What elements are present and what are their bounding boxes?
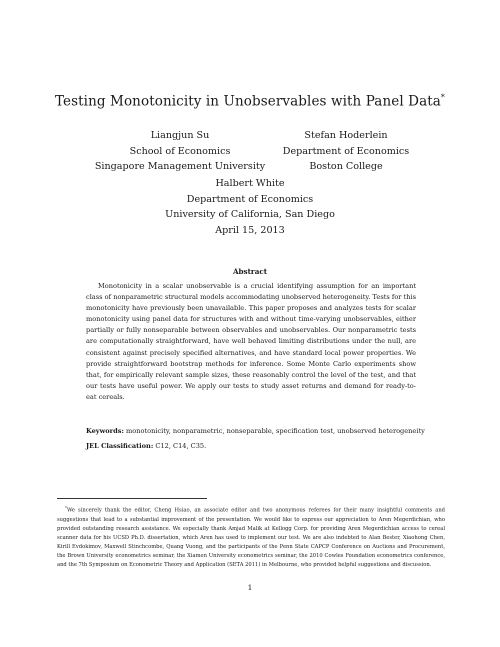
jel-line	[86, 441, 426, 452]
author-affiliation: Boston College	[309, 161, 383, 172]
author-name: Stefan Hoderlein	[304, 130, 388, 141]
jel-text: C12, C14, C35.	[155, 442, 207, 450]
author-block-3	[130, 176, 370, 223]
author-name: Liangjun Su	[150, 130, 210, 141]
paper-date: April 15, 2013	[215, 225, 285, 236]
keywords-label: Keywords:	[86, 427, 124, 435]
keywords-text: monotonicity, nonparametric, nonseparable, specification test, unobserved heterogeneity	[126, 427, 425, 435]
abstract-heading: Abstract	[232, 267, 268, 276]
title-text: Testing Monotonicity in Unobservables with Panel Data	[54, 93, 441, 110]
author-block-1	[90, 128, 270, 175]
page-number: 1	[247, 583, 253, 592]
author-department: Department of Economics	[282, 145, 410, 157]
keywords-line	[86, 426, 426, 437]
title-footnote-mark: *	[440, 93, 446, 102]
jel-label: JEL Classification:	[86, 442, 154, 450]
footnote-divider	[57, 498, 207, 499]
footnote-mark: *	[65, 505, 67, 510]
author-name: Halbert White	[215, 178, 285, 189]
footnote-text: We sincerely thank the editor, Cheng Hsiao, an associate editor and two anonymous referees for their many insightful comments and suggestions that lead to a substantial improvement of the presentation. We would like to express our appreciation to Aren Megerdichian, who provided outstanding research assistance. We especially thank Amjad Malik at Kellogg Corp. for providing Aren Megerdichian access to cereal scanner data for his UCSD Ph.D. dissertation, which Aren has used to implement our test. We are also indebted to Alan Bester, Xiaohong Chen, Kirill Evdokimov, Maxwell Stinchcombe, Quang Vuong, and the participants of the Penn State CAPCP Conference on Auctions and Procurement, the Brown University econometrics seminar, the Xiamen University econometrics seminar, the 2010 Cowles Foundation econometrics conference, and the 7th Symposium on Econometric Theory and Application (SETA 2011) in Melbourne, who provided helpful suggestions and discussion.	[57, 507, 445, 569]
author-affiliation: Singapore Management University	[94, 161, 266, 172]
author-affiliation: University of California, San Diego	[165, 209, 335, 220]
author-department: School of Economics	[129, 145, 231, 157]
footnote	[57, 503, 445, 570]
author-department: Department of Economics	[186, 193, 314, 205]
author-block-2	[260, 128, 432, 175]
abstract-body: Monotonicity in a scalar unobservable is a crucial identifying assumption for an important class of nonparametric structural models accommodating unobserved heterogeneity. Tests for this monotonicity have previously been unavailable. This paper proposes and analyzes tests for scalar monotonicity using panel data for structures with and without time-varying unobservables, either partially or fully nonseparable between observables and unobservables. Our nonparametric tests are computationally straightforward, have well behaved limiting distributions under the null, are consistent against precisely specified alternatives, and have standard local power properties. We provide straightforward bootstrap methods for inference. Some Monte Carlo experiments show that, for empirically relevant sample sizes, these reasonably control the level of the test, and that our tests have useful power. We apply our tests to study asset returns and demand for ready-to-eat cereals.	[86, 282, 416, 401]
paper-title	[0, 93, 500, 110]
